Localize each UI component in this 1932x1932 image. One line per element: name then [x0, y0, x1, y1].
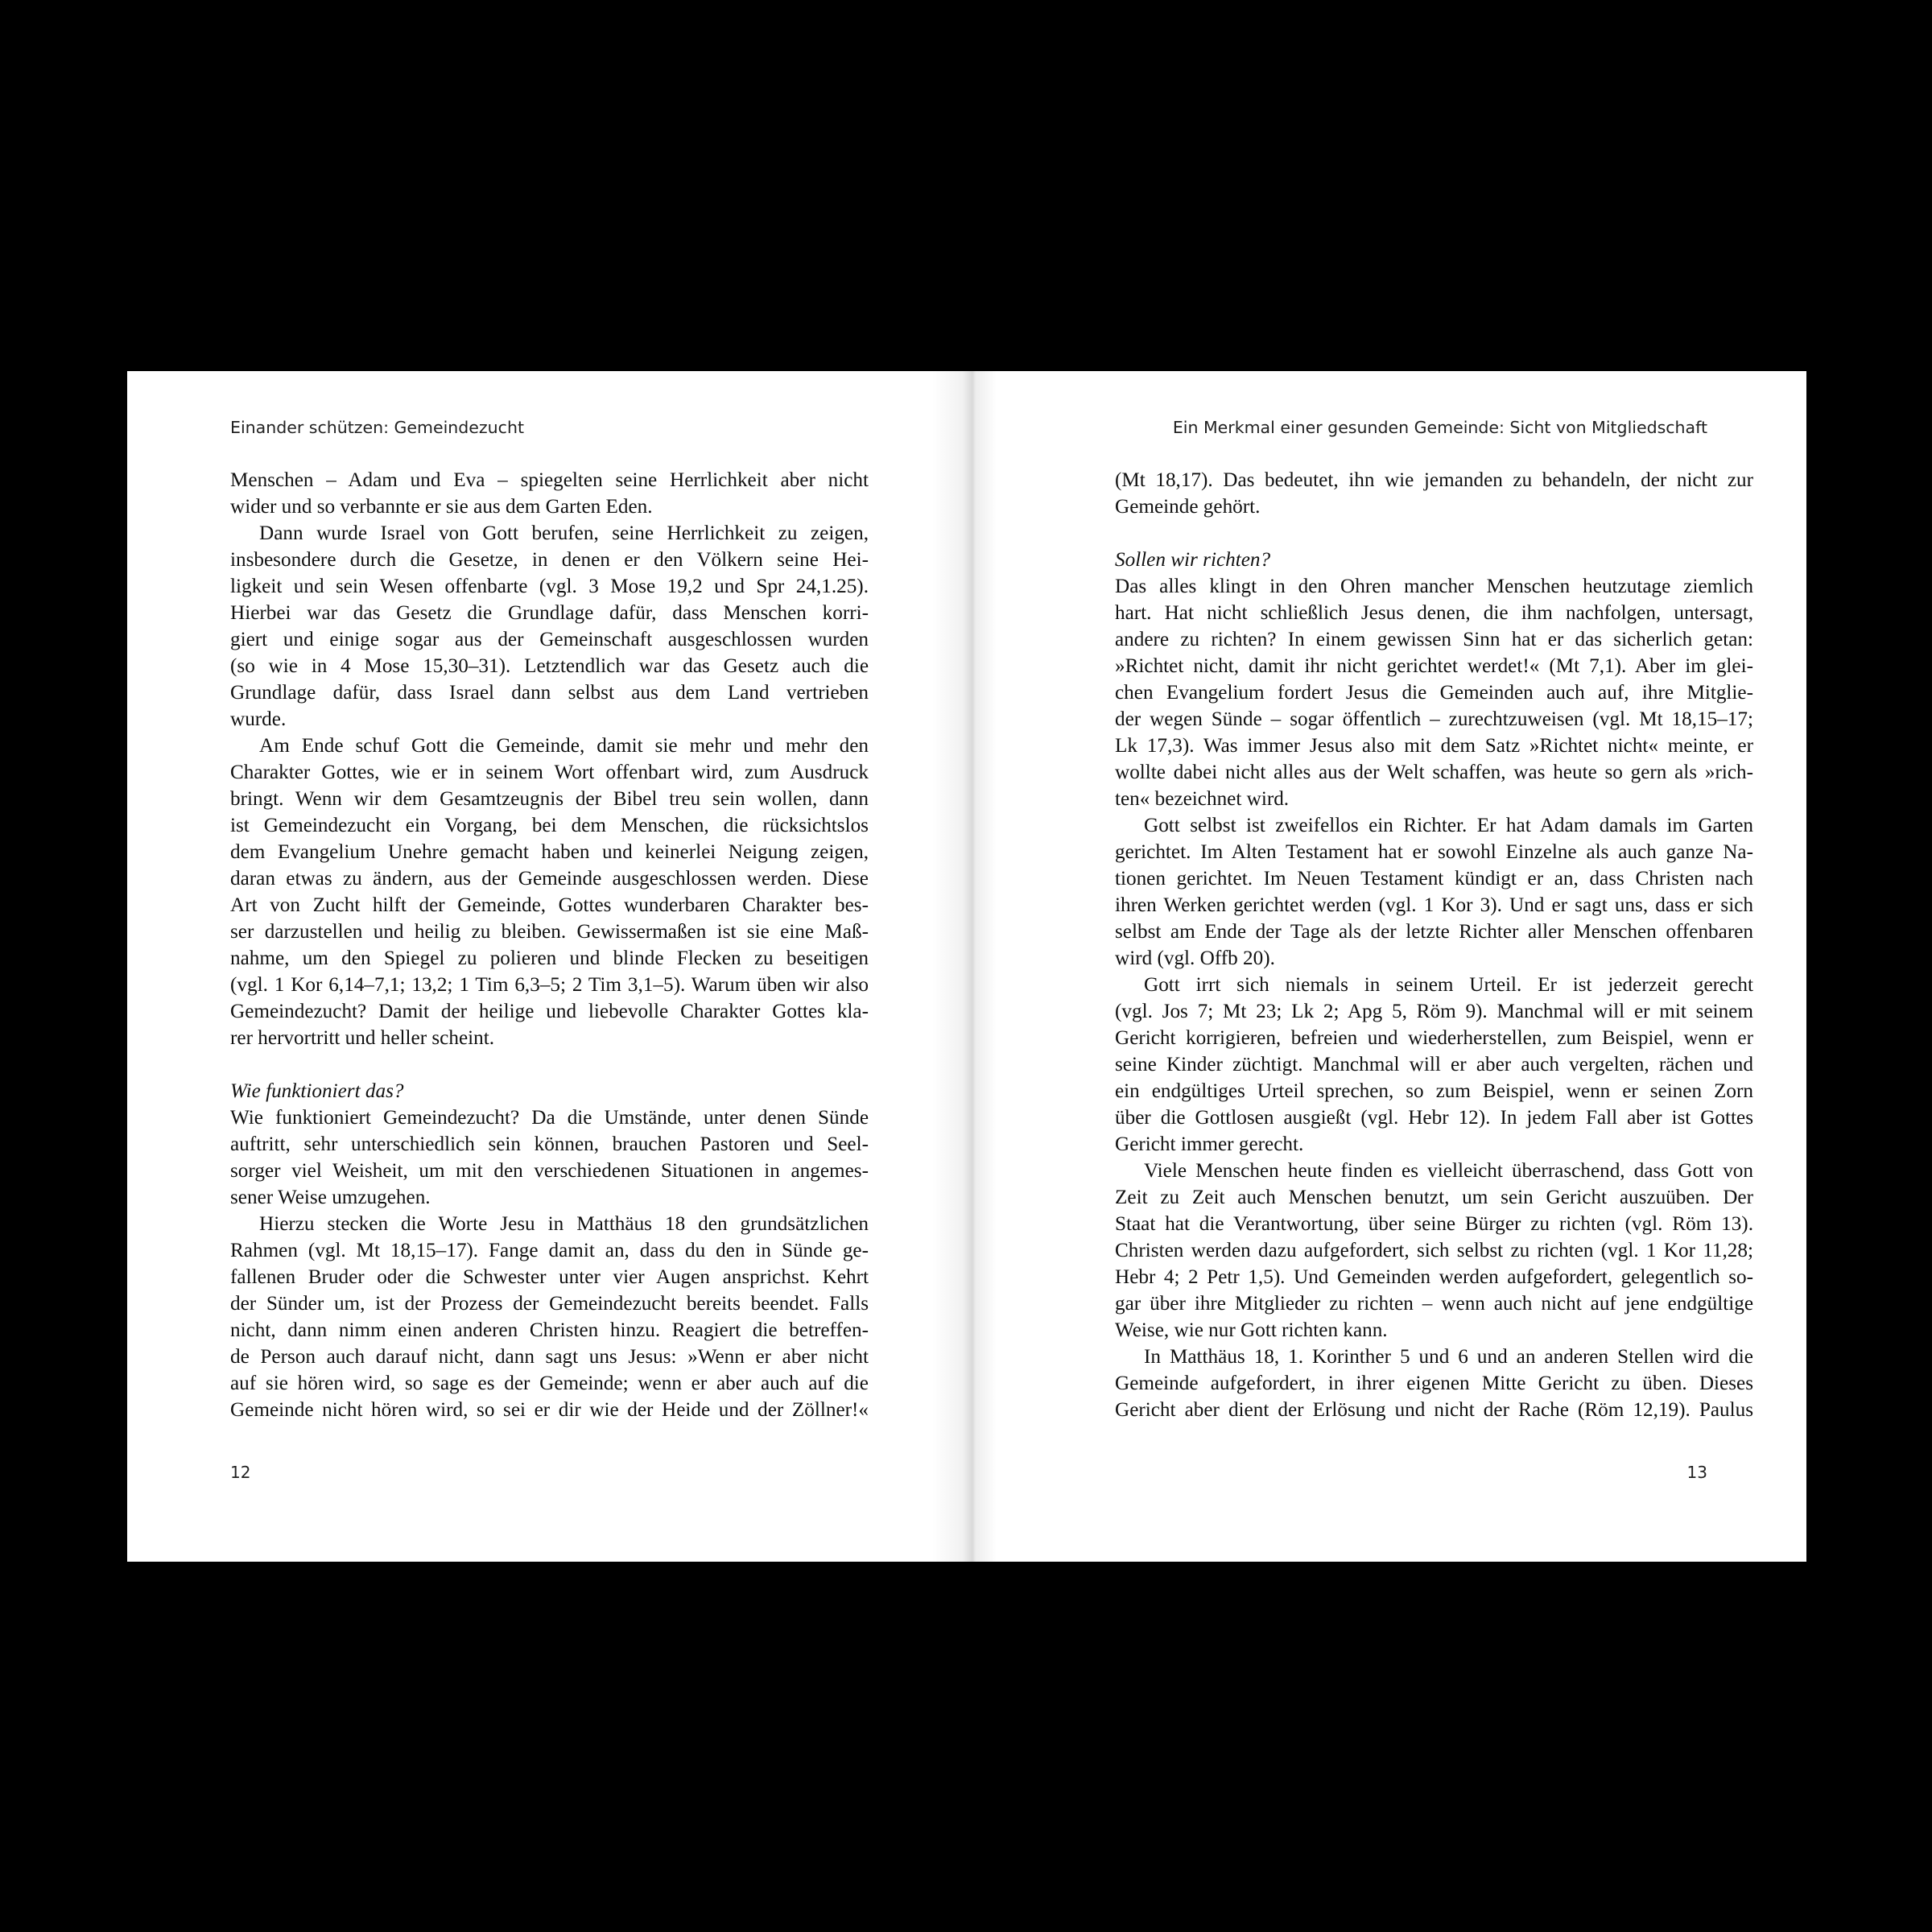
text-line: Menschen – Adam und Eva – spiegelten seine Herrlichkeit aber nicht: [230, 469, 869, 491]
text-line: de Person auch darauf nicht, dann sagt uns Jesus: »Wenn er aber nicht: [230, 1346, 869, 1368]
text-line: chen Evangelium fordert Jesus die Gemeinden auch auf, ihre Mitglie-: [1115, 682, 1753, 704]
text-line: (vgl. Jos 7; Mt 23; Lk 2; Apg 5, Röm 9). Manchmal will er mit seinem: [1115, 1001, 1753, 1022]
text-line: Gemeinde gehört.: [1115, 496, 1261, 518]
text-line: hart. Hat nicht schließlich Jesus denen, die ihm nachfolgen, untersagt,: [1115, 602, 1753, 624]
text-line: Weise, wie nur Gott richten kann.: [1115, 1319, 1388, 1341]
right-page-body: [1115, 467, 1753, 1423]
text-line: ist Gemeindezucht ein Vorgang, bei dem Menschen, die rücksichtslos: [230, 815, 869, 836]
text-line: daran etwas zu ändern, aus der Gemeinde ausgeschlossen werden. Diese: [230, 868, 869, 890]
text-line: giert und einige sogar aus der Gemeinschaft ausgeschlossen wurden: [230, 629, 869, 650]
text-line: Staat hat die Verantwortung, über seine Bürger zu richten (vgl. Röm 13).: [1115, 1213, 1753, 1235]
text-line: Gericht korrigieren, befreien und wiederherstellen, zum Beispiel, wenn er: [1115, 1027, 1753, 1049]
text-line: wider und so verbannte er sie aus dem Garten Eden.: [230, 496, 653, 518]
text-line: ihren Werken gerichtet werden (vgl. 1 Kor 3). Und er sagt uns, dass er sich: [1115, 894, 1753, 916]
text-line: nicht, dann nimm einen anderen Christen hinzu. Reagiert die betreffen-: [230, 1319, 869, 1341]
right-page: [969, 371, 1806, 1562]
section-heading: Wie funktioniert das?: [230, 1080, 404, 1102]
text-line: Christen werden dazu aufgefordert, sich selbst zu richten (vgl. 1 Kor 11,28;: [1115, 1240, 1753, 1261]
paragraph-spacer: [1115, 520, 1753, 547]
text-line: Gemeinde aufgefordert, in ihrer eigenen Mitte Gericht zu üben. Dieses: [1115, 1373, 1753, 1394]
text-line: ser darzustellen und heilig zu bleiben. Gewissermaßen ist sie eine Maß-: [230, 921, 869, 943]
text-line: der Sünder um, ist der Prozess der Gemeindezucht bereits beendet. Falls: [230, 1293, 869, 1315]
text-line: ein endgültiges Urteil sprechen, so zum Beispiel, wenn er seinen Zorn: [1115, 1080, 1753, 1102]
text-line: sorger viel Weisheit, um mit den verschiedenen Situationen in angemes-: [230, 1160, 869, 1182]
text-line: »Richtet nicht, damit ihr nicht gerichtet werdet!« (Mt 7,1). Aber im glei-: [1115, 655, 1753, 677]
left-page-body: [230, 467, 869, 1423]
text-line: auf sie hören wird, so sage es der Gemeinde; wenn er aber auch auf die: [230, 1373, 869, 1394]
text-line: Art von Zucht hilft der Gemeinde, Gottes wunderbaren Charakter bes-: [230, 894, 869, 916]
text-line: (so wie in 4 Mose 15,30–31). Letztendlich war das Gesetz auch die: [230, 655, 869, 677]
text-line: ligkeit und sein Wesen offenbarte (vgl. 3 Mose 19,2 und Spr 24,1.25).: [230, 576, 869, 597]
text-line: (Mt 18,17). Das bedeutet, ihn wie jemanden zu behandeln, der nicht zur: [1115, 469, 1753, 491]
running-header: Einander schützen: Gemeindezucht: [230, 418, 524, 437]
text-line: wird (vgl. Offb 20).: [1115, 947, 1275, 969]
text-line: über die Gottlosen ausgießt (vgl. Hebr 12). In jedem Fall aber ist Gottes: [1115, 1107, 1753, 1129]
text-line: (vgl. 1 Kor 6,14–7,1; 13,2; 1 Tim 6,3–5; 2 Tim 3,1–5). Warum üben wir also: [230, 974, 869, 996]
text-line: Gericht immer gerecht.: [1115, 1133, 1304, 1155]
text-line: gar über ihre Mitglieder zu richten – wenn auch nicht auf jene endgültige: [1115, 1293, 1753, 1315]
text-line: ten« bezeichnet wird.: [1115, 788, 1290, 810]
running-header: Ein Merkmal einer gesunden Gemeinde: Sicht von Mitgliedschaft: [1172, 418, 1707, 437]
paragraph-spacer: [230, 1051, 869, 1078]
text-line: Viele Menschen heute finden es vielleicht überraschend, dass Gott von: [1144, 1160, 1753, 1182]
text-line: seine Kinder züchtigt. Manchmal will er aber auch vergelten, rächen und: [1115, 1054, 1753, 1075]
text-line: sener Weise umzugehen.: [230, 1187, 431, 1208]
text-line: Am Ende schuf Gott die Gemeinde, damit sie mehr und mehr den: [259, 735, 869, 757]
text-line: Gericht aber dient der Erlösung und nicht der Rache (Röm 12,19). Paulus: [1115, 1399, 1753, 1421]
text-line: Das alles klingt in den Ohren mancher Menschen heutzutage ziemlich: [1115, 576, 1753, 597]
text-line: Hierbei war das Gesetz die Grundlage dafür, dass Menschen korri-: [230, 602, 869, 624]
text-line: Rahmen (vgl. Mt 18,15–17). Fange damit an, dass du den in Sünde ge-: [230, 1240, 869, 1261]
text-line: Charakter Gottes, wie er in seinem Wort offenbart wird, zum Ausdruck: [230, 762, 869, 783]
text-line: Gott irrt sich niemals in seinem Urteil. Er ist jederzeit gerecht: [1144, 974, 1753, 996]
text-line: tionen gerichtet. Im Neuen Testament kündigt er an, dass Christen nach: [1115, 868, 1753, 890]
text-line: wollte dabei nicht alles aus der Welt schaffen, was heute so gern als »rich-: [1115, 762, 1753, 783]
text-line: der wegen Sünde – sogar öffentlich – zurechtzuweisen (vgl. Mt 18,15–17;: [1115, 708, 1753, 730]
page-number: 12: [230, 1463, 251, 1482]
text-line: Zeit zu Zeit auch Menschen benutzt, um sein Gericht auszuüben. Der: [1115, 1187, 1753, 1208]
text-line: Lk 17,3). Was immer Jesus also mit dem Satz »Richtet nicht« meinte, er: [1115, 735, 1753, 757]
text-line: Grundlage dafür, dass Israel dann selbst aus dem Land vertrieben: [230, 682, 869, 704]
text-line: insbesondere durch die Gesetze, in denen er den Völkern seine Hei-: [230, 549, 869, 571]
left-page: [127, 371, 964, 1562]
section-heading: Sollen wir richten?: [1115, 549, 1271, 571]
text-line: Gemeinde nicht hören wird, so sei er dir wie der Heide und der Zöllner!«: [230, 1399, 869, 1421]
text-line: selbst am Ende der Tage als der letzte Richter aller Menschen offenbaren: [1115, 921, 1753, 943]
text-line: Dann wurde Israel von Gott berufen, seine Herrlichkeit zu zeigen,: [259, 522, 869, 544]
text-line: Gemeindezucht? Damit der heilige und liebevolle Charakter Gottes kla-: [230, 1001, 869, 1022]
text-line: In Matthäus 18, 1. Korinther 5 und 6 und an anderen Stellen wird die: [1144, 1346, 1753, 1368]
text-line: fallenen Bruder oder die Schwester unter vier Augen ansprichst. Kehrt: [230, 1266, 869, 1288]
text-line: wurde.: [230, 708, 287, 730]
page-number: 13: [1686, 1463, 1707, 1482]
text-line: Gott selbst ist zweifellos ein Richter. Er hat Adam damals im Garten: [1144, 815, 1753, 836]
text-line: Hierzu stecken die Worte Jesu in Matthäus 18 den grundsätzlichen: [259, 1213, 869, 1235]
text-line: Hebr 4; 2 Petr 1,5). Und Gemeinden werden aufgefordert, gelegentlich so-: [1115, 1266, 1753, 1288]
text-line: nahme, um den Spiegel zu polieren und blinde Flecken zu beseitigen: [230, 947, 869, 969]
text-line: Wie funktioniert Gemeindezucht? Da die Umstände, unter denen Sünde: [230, 1107, 869, 1129]
text-line: rer hervortritt und heller scheint.: [230, 1027, 495, 1049]
text-line: andere zu richten? In einem gewissen Sinn hat er das sicherlich getan:: [1115, 629, 1753, 650]
text-line: auftritt, sehr unterschiedlich sein können, brauchen Pastoren und Seel-: [230, 1133, 869, 1155]
text-line: gerichtet. Im Alten Testament hat er sowohl Einzelne als auch ganze Na-: [1115, 841, 1753, 863]
text-line: bringt. Wenn wir dem Gesamtzeugnis der Bibel treu sein wollen, dann: [230, 788, 869, 810]
book-spread: [127, 371, 1806, 1562]
text-line: dem Evangelium Unehre gemacht haben und keinerlei Neigung zeigen,: [230, 841, 869, 863]
